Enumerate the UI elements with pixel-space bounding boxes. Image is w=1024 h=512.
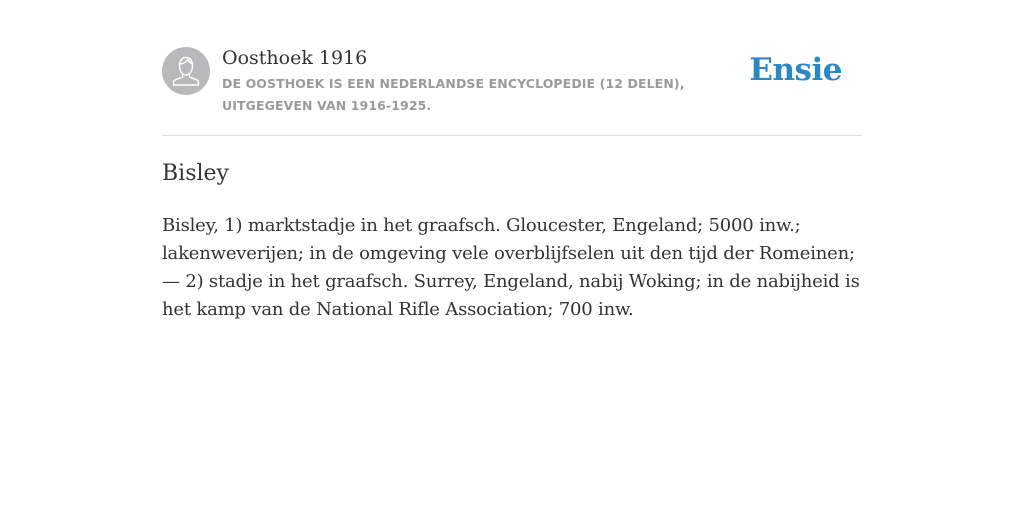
source-avatar[interactable] [162, 47, 210, 95]
ensie-logo[interactable]: Ensie [749, 52, 842, 88]
entry-title: Bisley [162, 161, 229, 186]
user-avatar-icon [162, 47, 210, 95]
source-description: DE OOSTHOEK IS EEN NEDERLANDSE ENCYCLOPEDIE (12 DELEN), UITGEGEVEN VAN 1916-1925. [222, 76, 685, 113]
header-divider [162, 135, 862, 136]
entry-body: Bisley, 1) marktstadje in het graafsch. Gloucester, Engeland; 5000 inw.; lakenweverijen; in de omgeving vele overblijfselen uit den tijd der Romeinen; — 2) stadje in het graafsch. Surrey, Engeland, nabij Woking; in de nabijheid is het kamp van de National Rifle Association; 700 inw. [162, 215, 860, 320]
source-title[interactable]: Oosthoek 1916 [222, 47, 368, 69]
source-header [162, 46, 862, 136]
